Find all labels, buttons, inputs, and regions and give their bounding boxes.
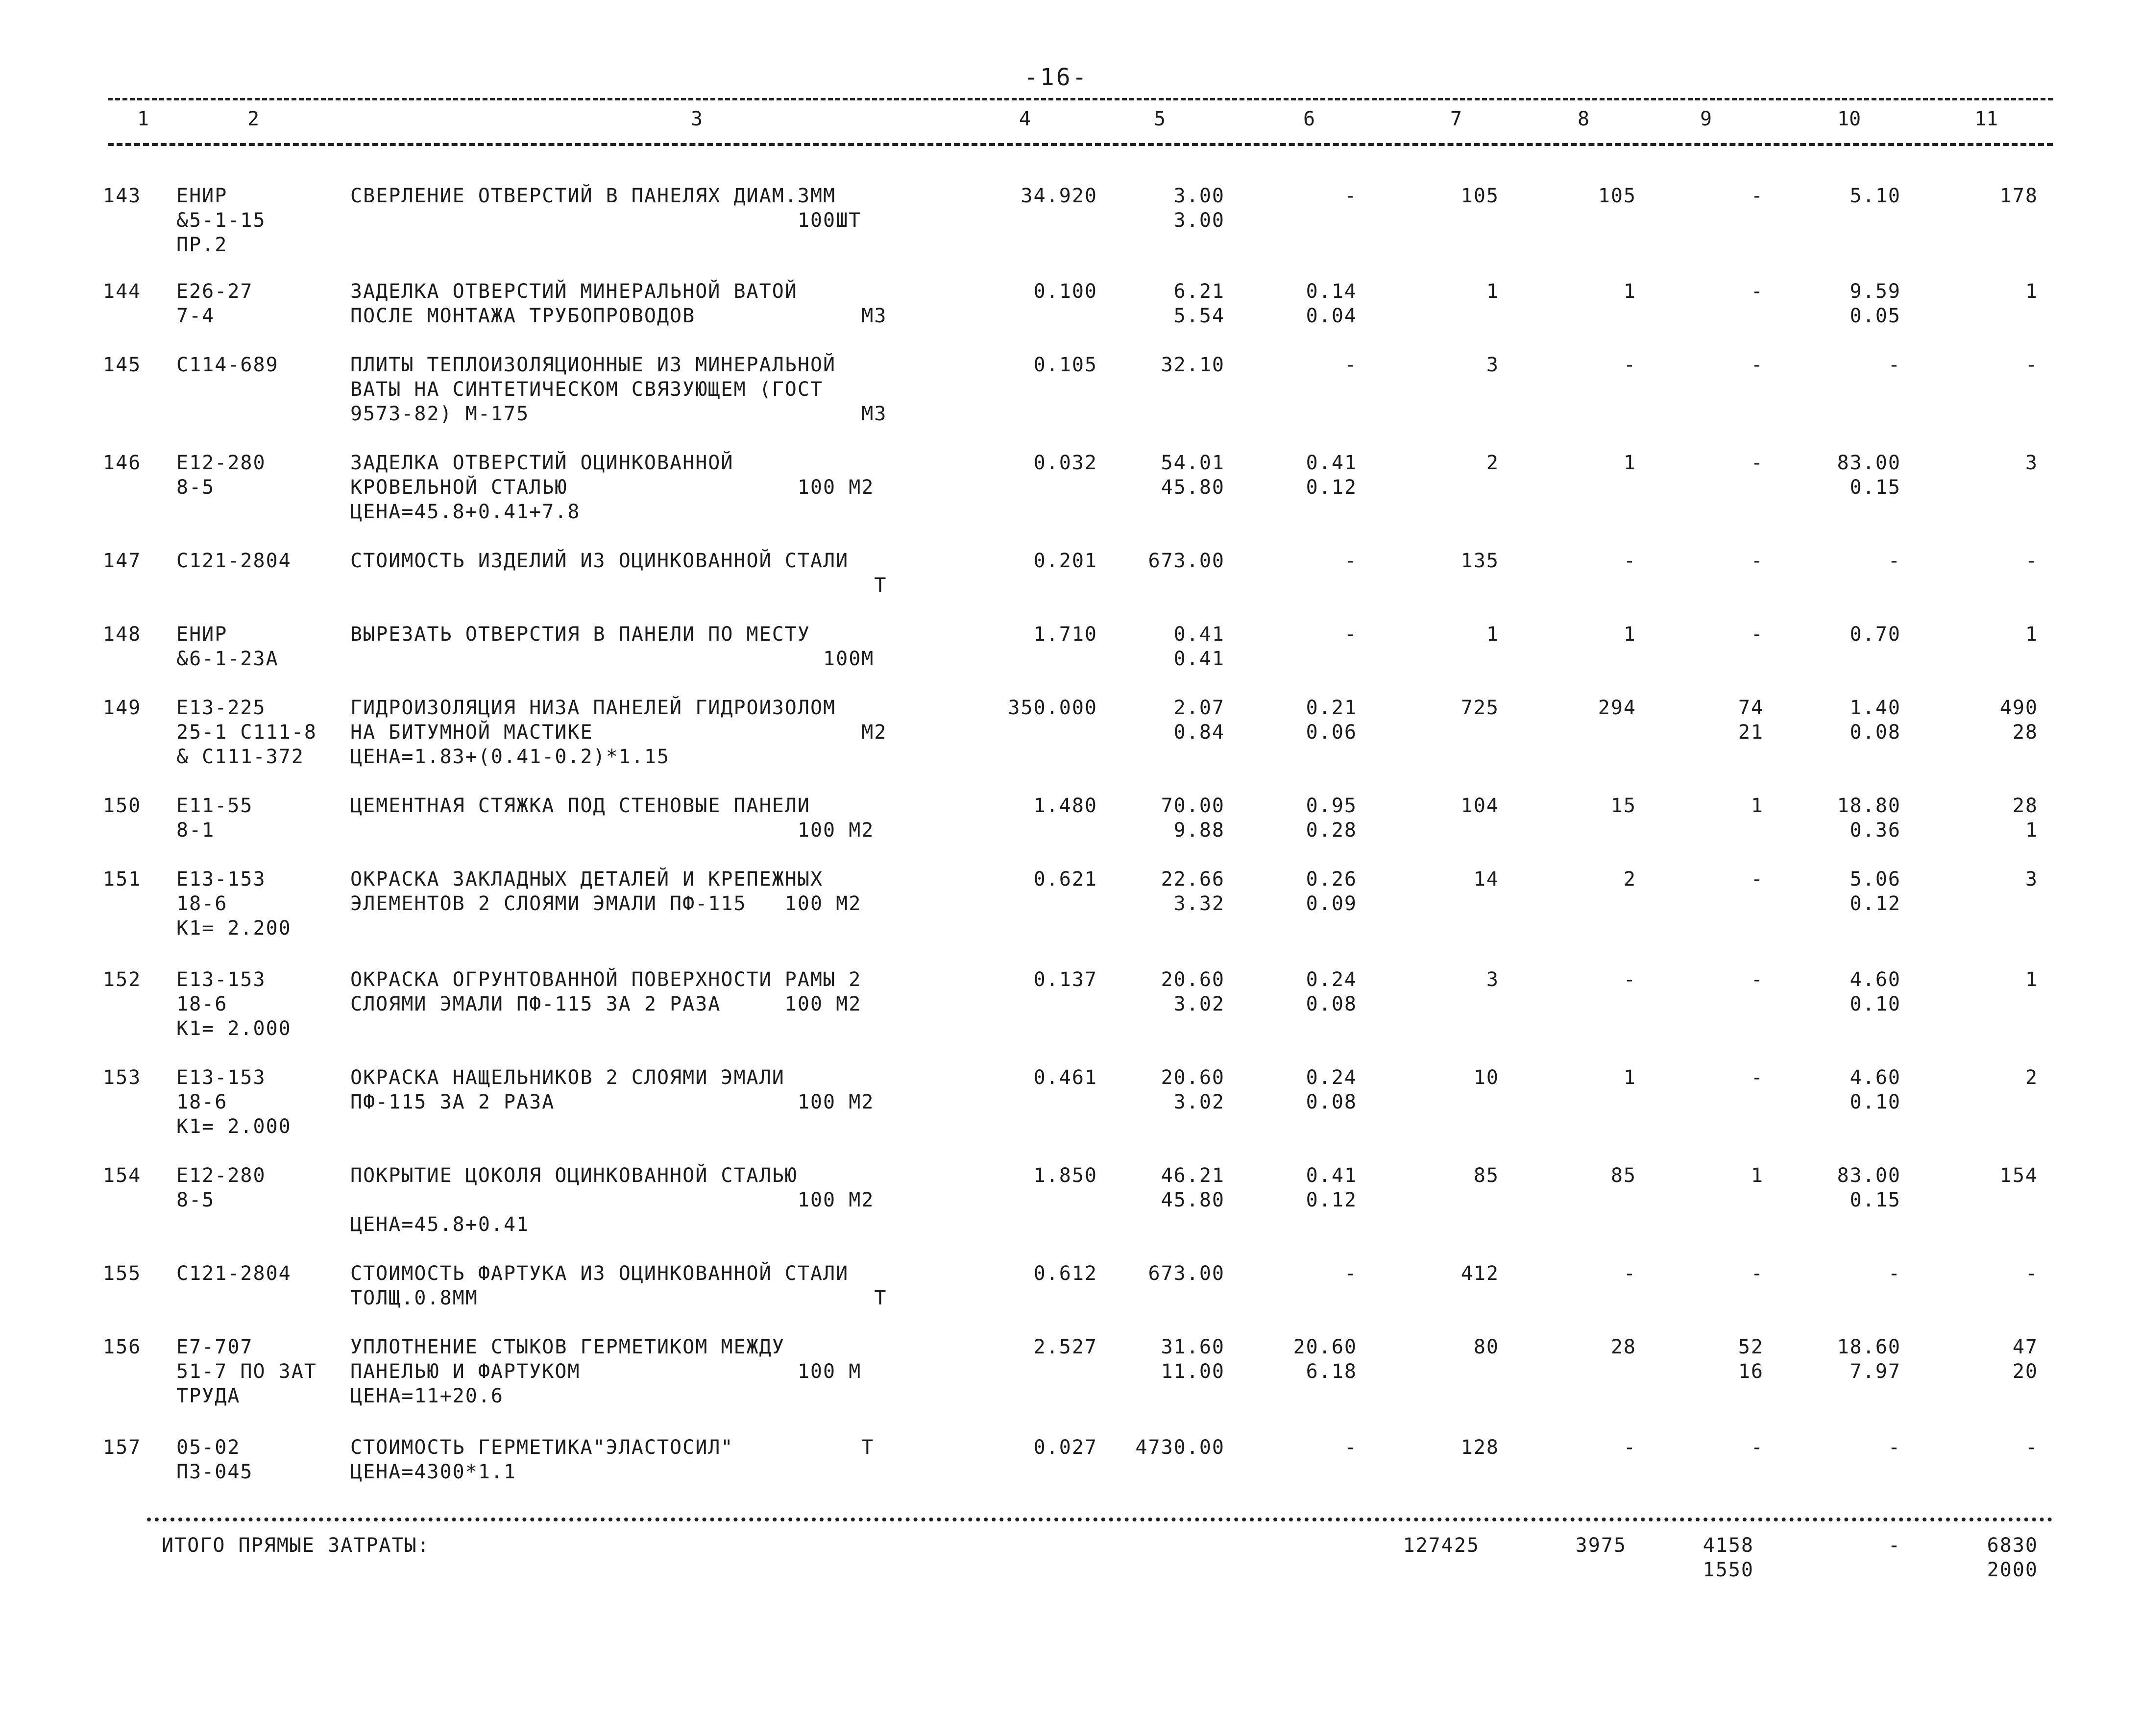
quantity: 1.480 <box>1033 795 1097 817</box>
unit-cost: 54.01 45.80 <box>1161 452 1225 499</box>
page-number: -16- <box>1024 64 1089 91</box>
wages: - <box>1623 354 1636 376</box>
unit-cost: 4730.00 <box>1135 1436 1225 1459</box>
machine-cost: 0.14 0.04 <box>1306 280 1357 327</box>
work-description: ОКРАСКА ЗАКЛАДНЫХ ДЕТАЛЕЙ И КРЕПЕЖНЫХ ЭЛЕМЕНТОВ 2 СЛОЯМИ ЭМАЛИ ПФ-115 100 М2 <box>350 868 862 915</box>
header-col-5: 5 <box>1154 108 1166 130</box>
quantity: 0.201 <box>1033 550 1097 572</box>
header-col-10: 10 <box>1837 108 1861 130</box>
machine-wages: - <box>1751 968 1764 991</box>
labor-unit: 4.60 0.10 <box>1849 968 1901 1015</box>
labor-total: - <box>2025 1262 2038 1285</box>
norm-code: С121-2804 <box>176 550 292 572</box>
work-description: ОКРАСКА ОГРУНТОВАННОЙ ПОВЕРХНОСТИ РАМЫ 2 СЛОЯМИ ЭМАЛИ ПФ-115 ЗА 2 РАЗА 100 М2 <box>350 968 862 1015</box>
labor-unit: 83.00 0.15 <box>1837 1164 1901 1211</box>
work-description: СВЕРЛЕНИЕ ОТВЕРСТИЙ В ПАНЕЛЯХ ДИАМ.3ММ 100ШТ <box>350 185 862 232</box>
work-description: ЦЕМЕНТНАЯ СТЯЖКА ПОД СТЕНОВЫЕ ПАНЕЛИ 100 М2 <box>350 795 875 842</box>
machine-cost: - <box>1344 185 1357 207</box>
machine-cost: - <box>1344 354 1357 376</box>
unit-cost: 70.00 9.88 <box>1161 795 1225 842</box>
total-cost: 1 <box>1486 280 1499 303</box>
wages: 85 <box>1610 1164 1636 1187</box>
wages: 1 <box>1623 1066 1636 1089</box>
wages: 105 <box>1598 185 1636 207</box>
unit-cost: 22.66 3.32 <box>1161 868 1225 915</box>
table-header <box>108 108 2053 137</box>
machine-wages: - <box>1751 1262 1764 1285</box>
unit-cost: 673.00 <box>1148 1262 1225 1285</box>
labor-unit: - <box>1888 1262 1901 1285</box>
unit-cost: 3.00 3.00 <box>1173 185 1225 232</box>
machine-cost: 0.21 0.06 <box>1306 697 1357 744</box>
norm-code: Е12-280 8-5 <box>176 1164 266 1211</box>
wages: 2 <box>1623 868 1636 891</box>
total-cost: 3 <box>1486 354 1499 376</box>
machine-wages: - <box>1751 354 1764 376</box>
work-description: ЗАДЕЛКА ОТВЕРСТИЙ ОЦИНКОВАННОЙ КРОВЕЛЬНОЙ СТАЛЬЮ 100 М2 ЦЕНА=45.8+0.41+7.8 <box>350 452 875 523</box>
quantity: 0.100 <box>1033 280 1097 303</box>
row-number: 146 <box>103 452 142 474</box>
machine-cost: 0.41 0.12 <box>1306 1164 1357 1211</box>
row-number: 149 <box>103 697 142 719</box>
machine-cost: - <box>1344 1262 1357 1285</box>
row-number: 154 <box>103 1164 142 1187</box>
header-col-6: 6 <box>1303 108 1315 130</box>
quantity: 2.527 <box>1033 1336 1097 1358</box>
norm-code: Е13-225 25-1 С111-8 & С111-372 <box>176 697 317 768</box>
row-number: 143 <box>103 185 142 207</box>
row-number: 148 <box>103 623 142 646</box>
machine-cost: - <box>1344 550 1357 572</box>
unit-cost: 46.21 45.80 <box>1161 1164 1225 1211</box>
wages: - <box>1623 1262 1636 1285</box>
work-description: УПЛОТНЕНИЕ СТЫКОВ ГЕРМЕТИКОМ МЕЖДУ ПАНЕЛЬЮ И ФАРТУКОМ 100 М ЦЕНА=11+20.6 <box>350 1336 862 1407</box>
total-cost: 1 <box>1486 623 1499 646</box>
machine-cost: 0.41 0.12 <box>1306 452 1357 499</box>
labor-total: 490 28 <box>1999 697 2038 744</box>
labor-unit: 0.70 <box>1849 623 1901 646</box>
labor-unit: 18.80 0.36 <box>1837 795 1901 842</box>
unit-cost: 673.00 <box>1148 550 1225 572</box>
header-col-4: 4 <box>1019 108 1031 130</box>
machine-wages: - <box>1751 185 1764 207</box>
labor-total: 1 <box>2025 623 2038 646</box>
row-number: 155 <box>103 1262 142 1285</box>
labor-total: 47 20 <box>2012 1336 2038 1383</box>
total-label: ИТОГО ПРЯМЫЕ ЗАТРАТЫ: <box>162 1534 430 1557</box>
labor-unit: - <box>1888 1436 1901 1459</box>
total-cost: 10 <box>1473 1066 1499 1089</box>
machine-cost: 0.24 0.08 <box>1306 1066 1357 1113</box>
labor-total: 2 <box>2025 1066 2038 1089</box>
row-number: 144 <box>103 280 142 303</box>
total-col-7: 127425 <box>1403 1534 1480 1557</box>
wages: - <box>1623 550 1636 572</box>
header-col-2: 2 <box>247 108 260 130</box>
header-col-8: 8 <box>1578 108 1590 130</box>
machine-wages: 1 <box>1751 1164 1764 1187</box>
quantity: 34.920 <box>1021 185 1097 207</box>
labor-unit: 18.60 7.97 <box>1837 1336 1901 1383</box>
unit-cost: 20.60 3.02 <box>1161 1066 1225 1113</box>
labor-unit: 5.10 <box>1849 185 1901 207</box>
work-description: ПЛИТЫ ТЕПЛОИЗОЛЯЦИОННЫЕ ИЗ МИНЕРАЛЬНОЙ ВАТЫ НА СИНТЕТИЧЕСКОМ СВЯЗУЮЩЕМ (ГОСТ 9573-82) М-175 М3 <box>350 354 887 425</box>
machine-wages: - <box>1751 868 1764 891</box>
row-number: 150 <box>103 795 142 817</box>
labor-unit: - <box>1888 550 1901 572</box>
header-divider <box>108 143 2053 146</box>
header-col-9: 9 <box>1700 108 1712 130</box>
norm-code: С121-2804 <box>176 1262 292 1285</box>
norm-code: Е13-153 18-6 К1= 2.000 <box>176 1066 292 1138</box>
machine-wages: 74 21 <box>1738 697 1764 744</box>
machine-cost: 0.95 0.28 <box>1306 795 1357 842</box>
row-number: 156 <box>103 1336 142 1358</box>
row-number: 152 <box>103 968 142 991</box>
quantity: 0.137 <box>1033 968 1097 991</box>
work-description: ВЫРЕЗАТЬ ОТВЕРСТИЯ В ПАНЕЛИ ПО МЕСТУ 100М <box>350 623 875 670</box>
header-col-7: 7 <box>1450 108 1462 130</box>
norm-code: Е13-153 18-6 К1= 2.200 <box>176 868 292 940</box>
quantity: 0.032 <box>1033 452 1097 474</box>
machine-wages: - <box>1751 550 1764 572</box>
machine-wages: - <box>1751 1436 1764 1459</box>
wages: 1 <box>1623 280 1636 303</box>
norm-code: Е12-280 8-5 <box>176 452 266 499</box>
unit-cost: 32.10 <box>1161 354 1225 376</box>
norm-code: ЕНИР &6-1-23А <box>176 623 279 670</box>
wages: 1 <box>1623 623 1636 646</box>
labor-total: 1 <box>2025 968 2038 991</box>
row-number: 157 <box>103 1436 142 1459</box>
labor-total: 3 <box>2025 868 2038 891</box>
work-description: ЗАДЕЛКА ОТВЕРСТИЙ МИНЕРАЛЬНОЙ ВАТОЙ ПОСЛЕ МОНТАЖА ТРУБОПРОВОДОВ М3 <box>350 280 887 327</box>
total-dotted-divider <box>147 1518 2053 1521</box>
labor-total: 28 1 <box>2012 795 2038 842</box>
quantity: 0.105 <box>1033 354 1097 376</box>
labor-total: - <box>2025 354 2038 376</box>
labor-total: 1 <box>2025 280 2038 303</box>
unit-cost: 20.60 3.02 <box>1161 968 1225 1015</box>
wages: 28 <box>1610 1336 1636 1358</box>
unit-cost: 31.60 11.00 <box>1161 1336 1225 1383</box>
labor-unit: 83.00 0.15 <box>1837 452 1901 499</box>
header-col-11: 11 <box>1974 108 1998 130</box>
norm-code: Е7-707 51-7 ПО ЗАТ ТРУДА <box>176 1336 317 1407</box>
machine-wages: - <box>1751 452 1764 474</box>
machine-wages: - <box>1751 623 1764 646</box>
quantity: 0.621 <box>1033 868 1097 891</box>
work-description: СТОИМОСТЬ ФАРТУКА ИЗ ОЦИНКОВАННОЙ СТАЛИ ТОЛЩ.0.8ММ Т <box>350 1262 887 1309</box>
norm-code: ЕНИР &5-1-15 ПР.2 <box>176 185 266 256</box>
row-number: 151 <box>103 868 142 891</box>
work-description: ОКРАСКА НАЩЕЛЬНИКОВ 2 СЛОЯМИ ЭМАЛИ ПФ-115 ЗА 2 РАЗА 100 М2 <box>350 1066 875 1113</box>
work-description: ГИДРОИЗОЛЯЦИЯ НИЗА ПАНЕЛЕЙ ГИДРОИЗОЛОМ НА БИТУМНОЙ МАСТИКЕ М2 ЦЕНА=1.83+(0.41-0.2)*1.15 <box>350 697 887 768</box>
total-cost: 3 <box>1486 968 1499 991</box>
work-description: СТОИМОСТЬ ИЗДЕЛИЙ ИЗ ОЦИНКОВАННОЙ СТАЛИ Т <box>350 550 887 597</box>
norm-code: Е11-55 8-1 <box>176 795 253 842</box>
total-cost: 85 <box>1473 1164 1499 1187</box>
total-col-11: 6830 2000 <box>1987 1534 2038 1581</box>
machine-wages: 52 16 <box>1738 1336 1764 1383</box>
unit-cost: 2.07 0.84 <box>1173 697 1225 744</box>
unit-cost: 6.21 5.54 <box>1173 280 1225 327</box>
total-col-8: 3975 <box>1575 1534 1627 1557</box>
machine-cost: 0.24 0.08 <box>1306 968 1357 1015</box>
machine-wages: 1 <box>1751 795 1764 817</box>
labor-unit: 9.59 0.05 <box>1849 280 1901 327</box>
quantity: 0.461 <box>1033 1066 1097 1089</box>
unit-cost: 0.41 0.41 <box>1173 623 1225 670</box>
quantity: 1.850 <box>1033 1164 1097 1187</box>
machine-wages: - <box>1751 1066 1764 1089</box>
labor-total: 178 <box>1999 185 2038 207</box>
labor-total: 154 <box>1999 1164 2038 1187</box>
wages: - <box>1623 968 1636 991</box>
row-number: 153 <box>103 1066 142 1089</box>
machine-cost: 0.26 0.09 <box>1306 868 1357 915</box>
total-cost: 14 <box>1473 868 1499 891</box>
quantity: 0.027 <box>1033 1436 1097 1459</box>
total-cost: 104 <box>1460 795 1499 817</box>
labor-total: - <box>2025 1436 2038 1459</box>
wages: - <box>1623 1436 1636 1459</box>
machine-cost: - <box>1344 623 1357 646</box>
total-cost: 412 <box>1460 1262 1499 1285</box>
machine-cost: 20.60 6.18 <box>1293 1336 1357 1383</box>
row-number: 147 <box>103 550 142 572</box>
labor-unit: 1.40 0.08 <box>1849 697 1901 744</box>
total-cost: 80 <box>1473 1336 1499 1358</box>
total-col-9: 4158 1550 <box>1703 1534 1754 1581</box>
machine-wages: - <box>1751 280 1764 303</box>
header-col-1: 1 <box>137 108 149 130</box>
wages: 294 <box>1598 697 1636 719</box>
labor-unit: 4.60 0.10 <box>1849 1066 1901 1113</box>
norm-code: Е26-27 7-4 <box>176 280 253 327</box>
quantity: 1.710 <box>1033 623 1097 646</box>
wages: 1 <box>1623 452 1636 474</box>
row-number: 145 <box>103 354 142 376</box>
header-col-3: 3 <box>691 108 703 130</box>
top-divider <box>108 98 2053 100</box>
norm-code: 05-02 П3-045 <box>176 1436 253 1483</box>
labor-unit: 5.06 0.12 <box>1849 868 1901 915</box>
work-description: СТОИМОСТЬ ГЕРМЕТИКА"ЭЛАСТОСИЛ" Т ЦЕНА=4300*1.1 <box>350 1436 875 1483</box>
machine-cost: - <box>1344 1436 1357 1459</box>
norm-code: С114-689 <box>176 354 279 376</box>
labor-total: - <box>2025 550 2038 572</box>
wages: 15 <box>1610 795 1636 817</box>
work-description: ПОКРЫТИЕ ЦОКОЛЯ ОЦИНКОВАННОЙ СТАЛЬЮ 100 М2 ЦЕНА=45.8+0.41 <box>350 1164 875 1236</box>
quantity: 350.000 <box>1008 697 1097 719</box>
total-col-10: - <box>1888 1534 1901 1557</box>
labor-unit: - <box>1888 354 1901 376</box>
total-cost: 105 <box>1460 185 1499 207</box>
labor-total: 3 <box>2025 452 2038 474</box>
total-cost: 2 <box>1486 452 1499 474</box>
total-cost: 128 <box>1460 1436 1499 1459</box>
quantity: 0.612 <box>1033 1262 1097 1285</box>
total-cost: 725 <box>1460 697 1499 719</box>
total-cost: 135 <box>1460 550 1499 572</box>
norm-code: Е13-153 18-6 К1= 2.000 <box>176 968 292 1040</box>
